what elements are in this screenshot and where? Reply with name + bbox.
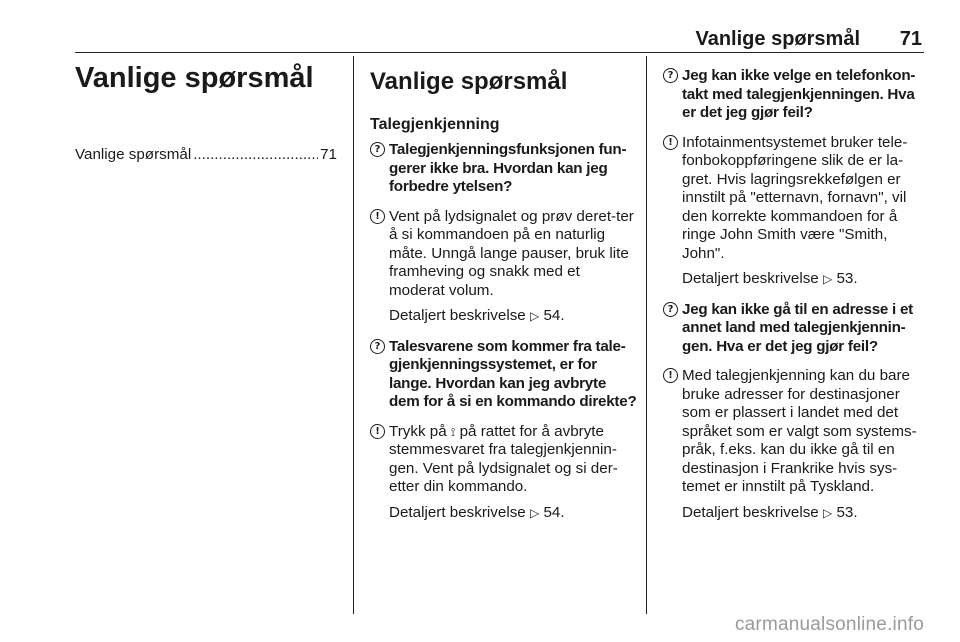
question-circle-icon: ? (370, 339, 385, 354)
question-text: Jeg kan ikke velge en telefonkon-takt med talegjenkjenningen. Hva er det jeg gjør feil? (682, 67, 916, 121)
page-number: 71 (899, 28, 922, 50)
reference-label: Detaljert beskrivelse (682, 503, 819, 521)
question-circle-icon: ? (370, 142, 385, 157)
answer-item (370, 208, 638, 301)
toc-entry-page: 71 (320, 146, 337, 163)
column-divider (646, 56, 647, 614)
reference-arrow-icon: ▷ (529, 309, 540, 323)
reference-label: Detaljert beskrivelse (389, 503, 526, 521)
question-circle-icon: ? (663, 68, 678, 83)
header-rule (75, 52, 924, 53)
answer-item (663, 367, 929, 497)
content-column-right (663, 67, 929, 522)
section-subtitle: Talegjenkjenning (370, 116, 500, 133)
content-column-middle (370, 67, 638, 522)
reference-page: 53. (836, 503, 858, 521)
answer-text-before: Trykk på (389, 422, 447, 440)
question-text: Jeg kan ikke gå til en adresse i et annet land med talegjenkjennin-gen. Hva er det jeg gjør feil? (682, 300, 913, 355)
toc-entry-label: Vanlige spørsmål (75, 146, 192, 163)
watermark-text: carmanualsonline.info (734, 614, 924, 635)
reference-label: Detaljert beskrivelse (389, 307, 526, 324)
answer-text-after: på rattet for å avbryte stemmesvaret fra talegjenkjennin-gen. Vent på lydsignalet og si der-etter din kommando. (389, 422, 618, 495)
detail-reference[interactable] (370, 504, 638, 523)
answer-text (389, 423, 638, 497)
question-circle-icon: ? (663, 302, 678, 317)
exclamation-circle-icon: ! (663, 368, 678, 383)
toc-entry[interactable] (75, 146, 337, 163)
exclamation-circle-icon: ! (370, 424, 385, 439)
answer-item (663, 134, 929, 264)
reference-page: 53. (836, 270, 858, 287)
voice-control-icon: ⟟ (450, 424, 456, 439)
reference-page: 54. (543, 307, 565, 324)
reference-page: 54. (543, 503, 565, 521)
question-item (370, 338, 638, 412)
detail-reference[interactable] (663, 504, 929, 523)
reference-arrow-icon: ▷ (822, 505, 833, 520)
question-item (370, 141, 638, 197)
question-item (663, 301, 929, 357)
section-title: Vanlige spørsmål (370, 68, 568, 95)
question-item (663, 67, 929, 123)
detail-reference[interactable] (370, 307, 638, 326)
running-header-title: Vanlige spørsmål (695, 28, 860, 50)
answer-text: Med talegjenkjenning kan du bare bruke adresser for destinasjoner som er plassert i landet med det språket som er valgt som systems-pråk, f.eks. kan du ikke gå til en destinasjon i Frankrike hvis sys-temet er innstilt på Tyskland. (682, 367, 917, 495)
chapter-title: Vanlige spørsmål (75, 62, 314, 94)
answer-text: Vent på lydsignalet og prøv deret-ter å si kommandoen på en naturlig måte. Unngå lange pauser, bruk lite framheving og snakk med et moderat volum. (389, 207, 634, 299)
exclamation-circle-icon: ! (370, 209, 385, 224)
exclamation-circle-icon: ! (663, 135, 678, 150)
reference-arrow-icon: ▷ (529, 505, 540, 520)
reference-label: Detaljert beskrivelse (682, 270, 819, 287)
question-text: Talesvarene som kommer fra tale-gjenkjenningssystemet, er for lange. Hvordan kan jeg avbryte dem for å si en kommando direkte? (389, 337, 637, 410)
detail-reference[interactable] (663, 270, 929, 289)
answer-text: Infotainmentsystemet bruker tele-fonbokoppføringene slik de er la-gret. Hvis lagringsrekkefølgen er innstilt på "etternavn, fornavn", vil den korrekte kommandoen for å ringe John Smith være "Smith, John". (682, 133, 908, 262)
answer-item (370, 423, 638, 497)
column-divider (353, 56, 354, 614)
reference-arrow-icon: ▷ (822, 272, 833, 286)
question-text: Talegjenkjenningsfunksjonen fun-gerer ikke bra. Hvordan kan jeg forbedre ytelsen? (389, 141, 627, 195)
toc-leader-dots (193, 146, 318, 163)
